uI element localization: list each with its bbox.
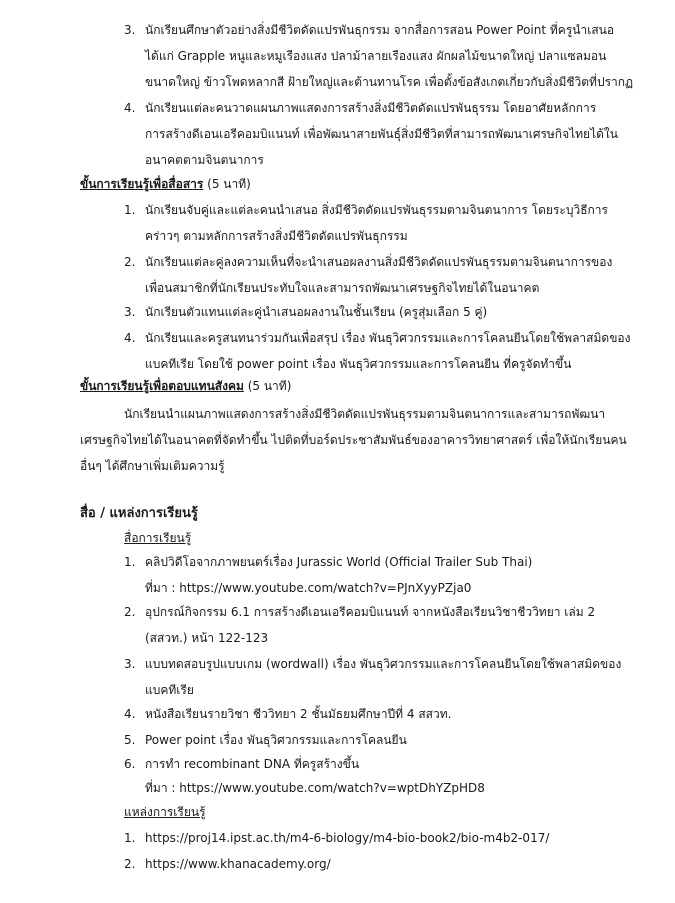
list-item-line: นักเรียนแต่ละคนวาดแผนภาพแสดงการสร้างสิ่งมีชีวิตดัดแปรพันธุรรม โดยอาศัยหลักการ bbox=[145, 101, 597, 115]
list-number: 4. bbox=[124, 331, 136, 345]
list-item-line: แบคทีเรีย โดยใช้ power point เรื่อง พันธุวิศวกรรมและการโคลนยีน ที่ครูจัดทำขึ้น bbox=[145, 357, 572, 371]
section-title: ขั้นการเรียนรู้เพื่อสื่อสาร bbox=[80, 177, 204, 191]
list-item-line: นักเรียนจับคู่และแต่ละคนนำเสนอ สิ่งมีชีวิตดัดแปรพันธุรรมตามจินตนาการ โดยระบุวิธีการ bbox=[145, 203, 608, 217]
source-link[interactable]: https://www.khanacademy.org/ bbox=[145, 857, 331, 871]
section-title: สื่อ / แหล่งการเรียนรู้ bbox=[80, 506, 198, 521]
list-item-line: Power point เรื่อง พันธุวิศวกรรมและการโคลนยีน bbox=[145, 733, 407, 747]
list-number: 3. bbox=[124, 305, 136, 319]
subsection-title: แหล่งการเรียนรู้ bbox=[124, 805, 206, 819]
subsection-title: สื่อการเรียนรู้ bbox=[124, 531, 192, 545]
paragraph-line: นักเรียนนำแผนภาพแสดงการสร้างสิ่งมีชีวิตดัดแปรพันธุรรมตามจินตนาการและสามารถพัฒนา bbox=[124, 407, 606, 421]
list-item-line: แบคทีเรีย bbox=[145, 683, 194, 697]
paragraph-line: เศรษฐกิจไทยได้ในอนาคตที่จัดทำขึ้น ไปติดที่บอร์ดประชาสัมพันธ์ของอาคารวิทยาศาสตร์ เพื่อให้นักเรียนคน bbox=[80, 433, 627, 447]
list-number: 2. bbox=[124, 605, 136, 619]
list-item-line: นักเรียนแต่ละคู่ลงความเห็นที่จะนำเสนอผลงานสิ่งมีชีวิตดัดแปรพันธุรรมตามจินตนาการของ bbox=[145, 255, 613, 269]
section-duration: (5 นาที) bbox=[207, 177, 251, 191]
list-item-line: ได้แก่ Grapple หนูและหมูเรืองแสง ปลาม้าลายเรืองแสง ผักผลไม้ขนาดใหญ่ ปลาแซลมอน bbox=[145, 49, 607, 63]
list-item-line: (สสวท.) หน้า 122-123 bbox=[145, 631, 269, 645]
section-duration: (5 นาที) bbox=[247, 379, 292, 393]
list-item-line: คลิปวิดีโอจากภาพยนตร์เรื่อง Jurassic World (Official Trailer Sub Thai) bbox=[145, 555, 533, 569]
list-item-line: การทำ recombinant DNA ที่ครูสร้างขึ้น bbox=[145, 757, 360, 771]
section-title: ขั้นการเรียนรู้เพื่อตอบแทนสังคม bbox=[80, 379, 244, 393]
list-item-line: เพื่อนสมาชิกที่นักเรียนประทับใจและสามารถพัฒนาเศรษฐกิจไทยได้ในอนาคต bbox=[145, 281, 540, 295]
list-number: 3. bbox=[124, 657, 136, 671]
source-link[interactable]: https://proj14.ipst.ac.th/m4-6-biology/m4-bio-book2/bio-m4b2-017/ bbox=[145, 831, 550, 845]
list-item-line: นักเรียนและครูสนทนาร่วมกันเพื่อสรุป เรื่อง พันธุวิศวกรรมและการโคลนยีนโดยใช้พลาสมิดของ bbox=[145, 331, 631, 345]
list-number: 1. bbox=[124, 555, 136, 569]
section-heading bbox=[80, 176, 251, 192]
list-item-line: อนาคตตามจินตนาการ bbox=[145, 153, 264, 167]
list-item-line: นักเรียนศึกษาตัวอย่างสิ่งมีชีวิตดัดแปรพันธุกรรม จากสื่อการสอน Power Point ที่ครูนำเสนอ bbox=[145, 23, 615, 37]
list-number: 6. bbox=[124, 757, 136, 771]
section-heading bbox=[80, 378, 291, 394]
list-number: 5. bbox=[124, 733, 136, 747]
list-item-line: คร่าวๆ ตามหลักการสร้างสิ่งมีชีวิตดัดแปรพันธุกรรม bbox=[145, 229, 408, 243]
list-number: 1. bbox=[124, 831, 136, 845]
list-number: 2. bbox=[124, 255, 136, 269]
list-number: 2. bbox=[124, 857, 136, 871]
list-item-line: นักเรียนตัวแทนแต่ละคู่นำเสนอผลงานในชั้นเรียน (ครูสุ่มเลือก 5 คู่) bbox=[145, 305, 488, 319]
list-item-line: ขนาดใหญ่ ข้าวโพดหลากสี ฝ้ายใหญ่และต้านทานโรค เพื่อตั้งข้อสังเกตเกี่ยวกับสิ่งมีชีวิตที่ปรากฏ bbox=[145, 75, 634, 89]
paragraph-line: อื่นๆ ได้ศึกษาเพิ่มเติมความรู้ bbox=[80, 459, 225, 473]
list-item-line: ที่มา : https://www.youtube.com/watch?v=wptDhYZpHD8 bbox=[145, 781, 485, 795]
list-item-line: การสร้างดีเอนเอรีคอมบิแนนท์ เพื่อพัฒนาสายพันธุ์สิ่งมีชีวิตที่สามารถพัฒนาเศรษกิจไทยได้ใน bbox=[145, 127, 618, 141]
list-item-line: หนังสือเรียนรายวิชา ชีววิทยา 2 ชั้นมัธยมศึกษาปีที่ 4 สสวท. bbox=[145, 707, 452, 721]
list-number: 4. bbox=[124, 707, 136, 721]
list-item-line: ที่มา : https://www.youtube.com/watch?v=PJnXyyPZja0 bbox=[145, 581, 472, 595]
list-number: 1. bbox=[124, 203, 136, 217]
list-number: 4. bbox=[124, 101, 136, 115]
list-item-line: แบบทดสอบรูปแบบเกม (wordwall) เรื่อง พันธุวิศวกรรมและการโคลนยีนโดยใช้พลาสมิดของ bbox=[145, 657, 622, 671]
list-item-line: อุปกรณ์กิจกรรม 6.1 การสร้างดีเอนเอรีคอมบิแนนท์ จากหนังสือเรียนวิชาชีววิทยา เล่ม 2 bbox=[145, 605, 596, 619]
list-number: 3. bbox=[124, 23, 136, 37]
